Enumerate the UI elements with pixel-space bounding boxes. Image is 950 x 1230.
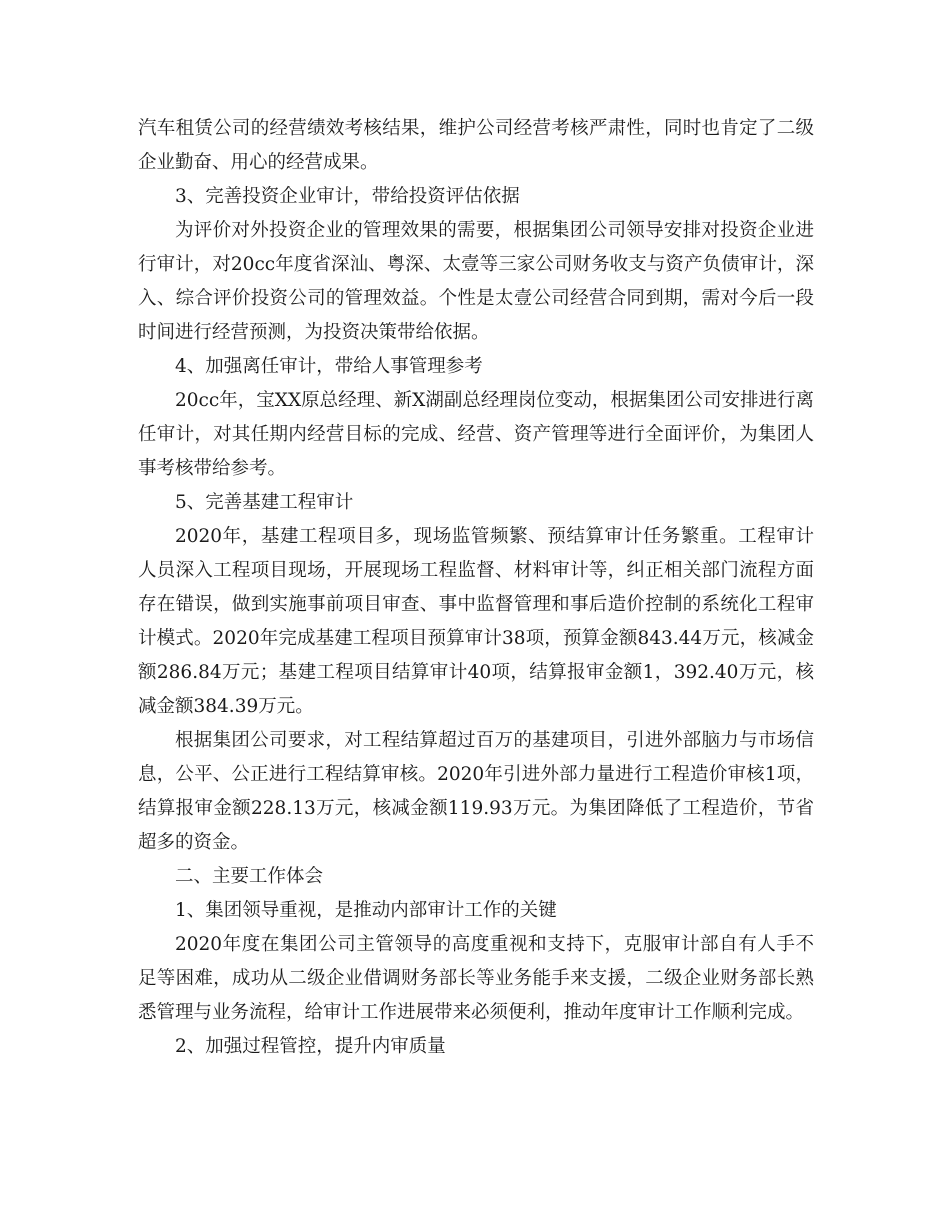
section-heading-departure-audit: 4、加强离任审计，带给人事管理参考: [175, 356, 483, 377]
subsection-heading-process-control: 2、加强过程管控，提升内审质量: [175, 1036, 446, 1057]
paragraph-leadership: 2020年度在集团公司主管领导的高度重视和支持下，克服审计部自有人手不足等困难，成功从二级企业借调财务部长等业务能手来支援，二级企业财务部长熟悉管理与业务流程，给审计工作进展带来必须便利，推动年度审计工作顺利完成。: [138, 934, 814, 1023]
paragraph-construction-audit: 2020年，基建工程项目多，现场监管频繁、预结算审计任务繁重。工程审计人员深入工程项目现场，开展现场工程监督、材料审计等，纠正相关部门流程方面存在错误，做到实施事前项目审查、事中监督管理和事后造价控制的系统化工程审计模式。2020年完成基建工程项目预算审计38项，预算金额843.44万元，核减金额286.84万元；基建工程项目结算审计40项，结算报审金额1，392.40万元，核减金额384.39万元。: [138, 526, 814, 717]
paragraph-continuation: 汽车租赁公司的经营绩效考核结果，维护公司经营考核严肃性，同时也肯定了二级企业勤奋、用心的经营成果。: [138, 118, 814, 173]
document-body: [138, 112, 814, 1064]
section-heading-construction-audit: 5、完善基建工程审计: [175, 492, 354, 513]
paragraph-departure-audit: 20cc年，宝XX原总经理、新X湖副总经理岗位变动，根据集团公司安排进行离任审计，对其任期内经营目标的完成、经营、资产管理等进行全面评价，为集团人事考核带给参考。: [138, 390, 814, 479]
paragraph-external-settlement-audit: 根据集团公司要求，对工程结算超过百万的基建项目，引进外部脑力与市场信息，公平、公正进行工程结算审核。2020年引进外部力量进行工程造价审核1项，结算报审金额228.13万元，核减金额119.93万元。为集团降低了工程造价，节省超多的资金。: [138, 730, 814, 853]
section-heading-investment-audit: 3、完善投资企业审计，带给投资评估依据: [175, 186, 520, 207]
section-heading-work-experience: 二、主要工作体会: [175, 866, 324, 887]
paragraph-investment-audit: 为评价对外投资企业的管理效果的需要，根据集团公司领导安排对投资企业进行审计，对20cc年度省深汕、粤深、太壹等三家公司财务收支与资产负债审计，深入、综合评价投资公司的管理效益。个性是太壹公司经营合同到期，需对今后一段时间进行经营预测，为投资决策带给依据。: [138, 220, 814, 343]
subsection-heading-leadership: 1、集团领导重视，是推动内部审计工作的关键: [175, 900, 557, 921]
